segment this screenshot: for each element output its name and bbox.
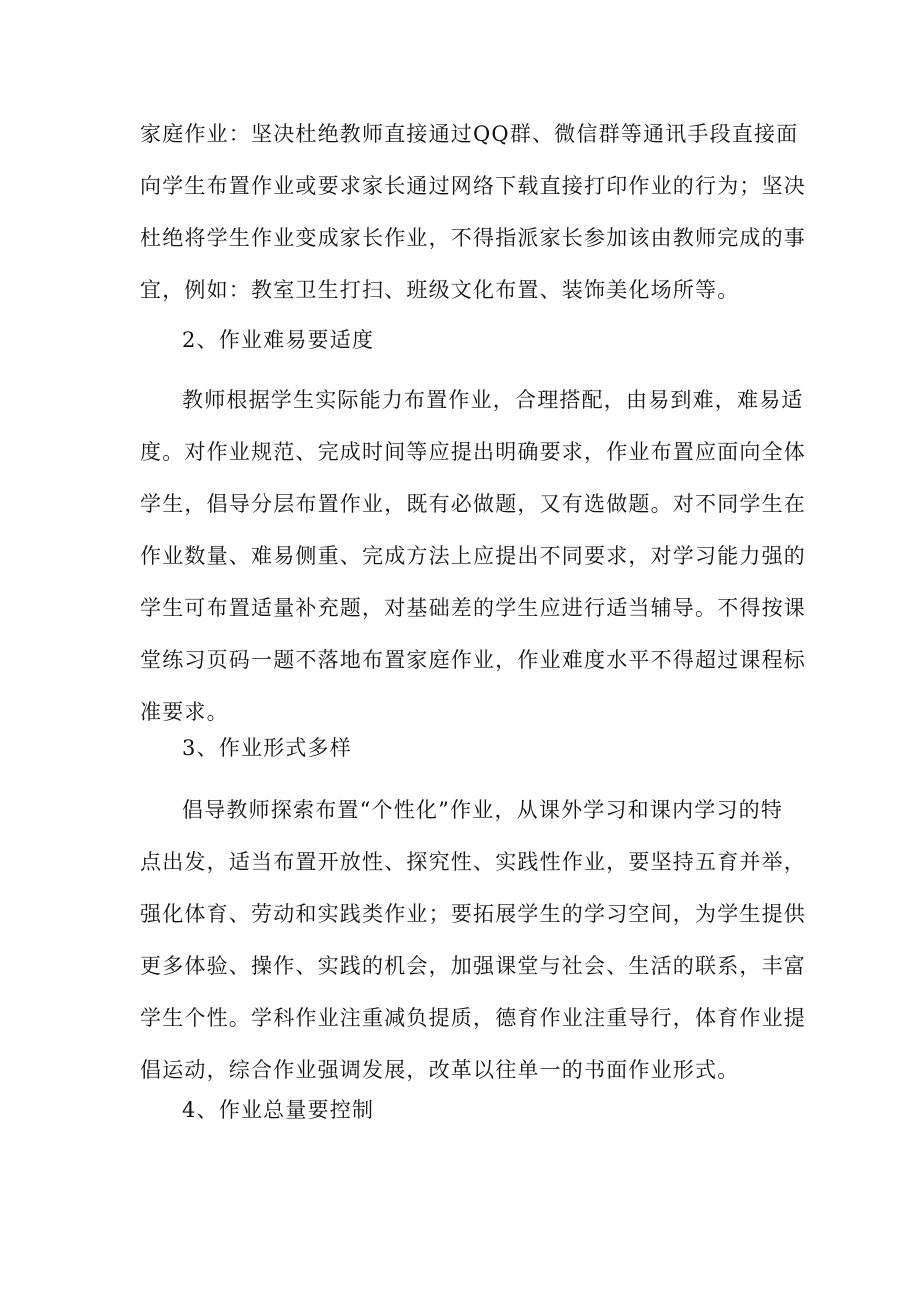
paragraph-line: 点出发，适当布置开放性、探究性、实践性作业，要坚持五育并举， xyxy=(140,850,806,874)
paragraph-homework-rules xyxy=(140,108,806,316)
paragraph-line: 杜绝将学生作业变成家长作业，不得指派家长参加该由教师完成的事 xyxy=(140,226,806,250)
paragraph-line: 倡运动，综合作业强调发展，改革以往单一的书面作业形式。 xyxy=(140,1058,740,1082)
paragraph-line: 家庭作业：坚决杜绝教师直接通过QQ群、微信群等通讯手段直接面 xyxy=(140,122,799,146)
paragraph-line: 学生可布置适量补充题，对基础差的学生应进行适当辅导。不得按课 xyxy=(140,596,806,620)
paragraph-line: 宜，例如：教室卫生打扫、班级文化布置、装饰美化场所等。 xyxy=(140,278,740,302)
paragraph-line: 更多体验、操作、实践的机会，加强课堂与社会、生活的联系，丰富 xyxy=(140,954,806,978)
heading-text: 3、作业形式多样 xyxy=(182,736,352,760)
section-heading-forms xyxy=(140,722,780,774)
paragraph-line: 准要求。 xyxy=(140,700,229,724)
paragraph-line: 向学生布置作业或要求家长通过网络下载直接打印作业的行为；坚决 xyxy=(140,174,806,198)
paragraph-line: 堂练习页码一题不落地布置家庭作业，作业难度水平不得超过课程标 xyxy=(140,648,806,672)
section-heading-total-amount xyxy=(140,1084,780,1136)
paragraph-line: 度。对作业规范、完成时间等应提出明确要求，作业布置应面向全体 xyxy=(140,440,806,464)
paragraph-line: 学生，倡导分层布置作业，既有必做题，又有选做题。对不同学生在 xyxy=(140,492,806,516)
paragraph-line: 作业数量、难易侧重、完成方法上应提出不同要求，对学习能力强的 xyxy=(140,544,806,568)
section-heading-difficulty xyxy=(140,314,780,366)
paragraph-forms xyxy=(140,784,806,1096)
paragraph-line: 学生个性。学科作业注重减负提质，德育作业注重导行，体育作业提 xyxy=(140,1006,806,1030)
heading-text: 2、作业难易要适度 xyxy=(182,328,375,352)
paragraph-line: 强化体育、劳动和实践类作业；要拓展学生的学习空间，为学生提供 xyxy=(140,902,806,926)
heading-text: 4、作业总量要控制 xyxy=(182,1098,375,1122)
paragraph-line: 倡导教师探索布置“个性化”作业，从课外学习和课内学习的特 xyxy=(182,798,784,822)
paragraph-difficulty xyxy=(140,374,806,738)
paragraph-line: 教师根据学生实际能力布置作业，合理搭配，由易到难，难易适 xyxy=(182,388,804,412)
